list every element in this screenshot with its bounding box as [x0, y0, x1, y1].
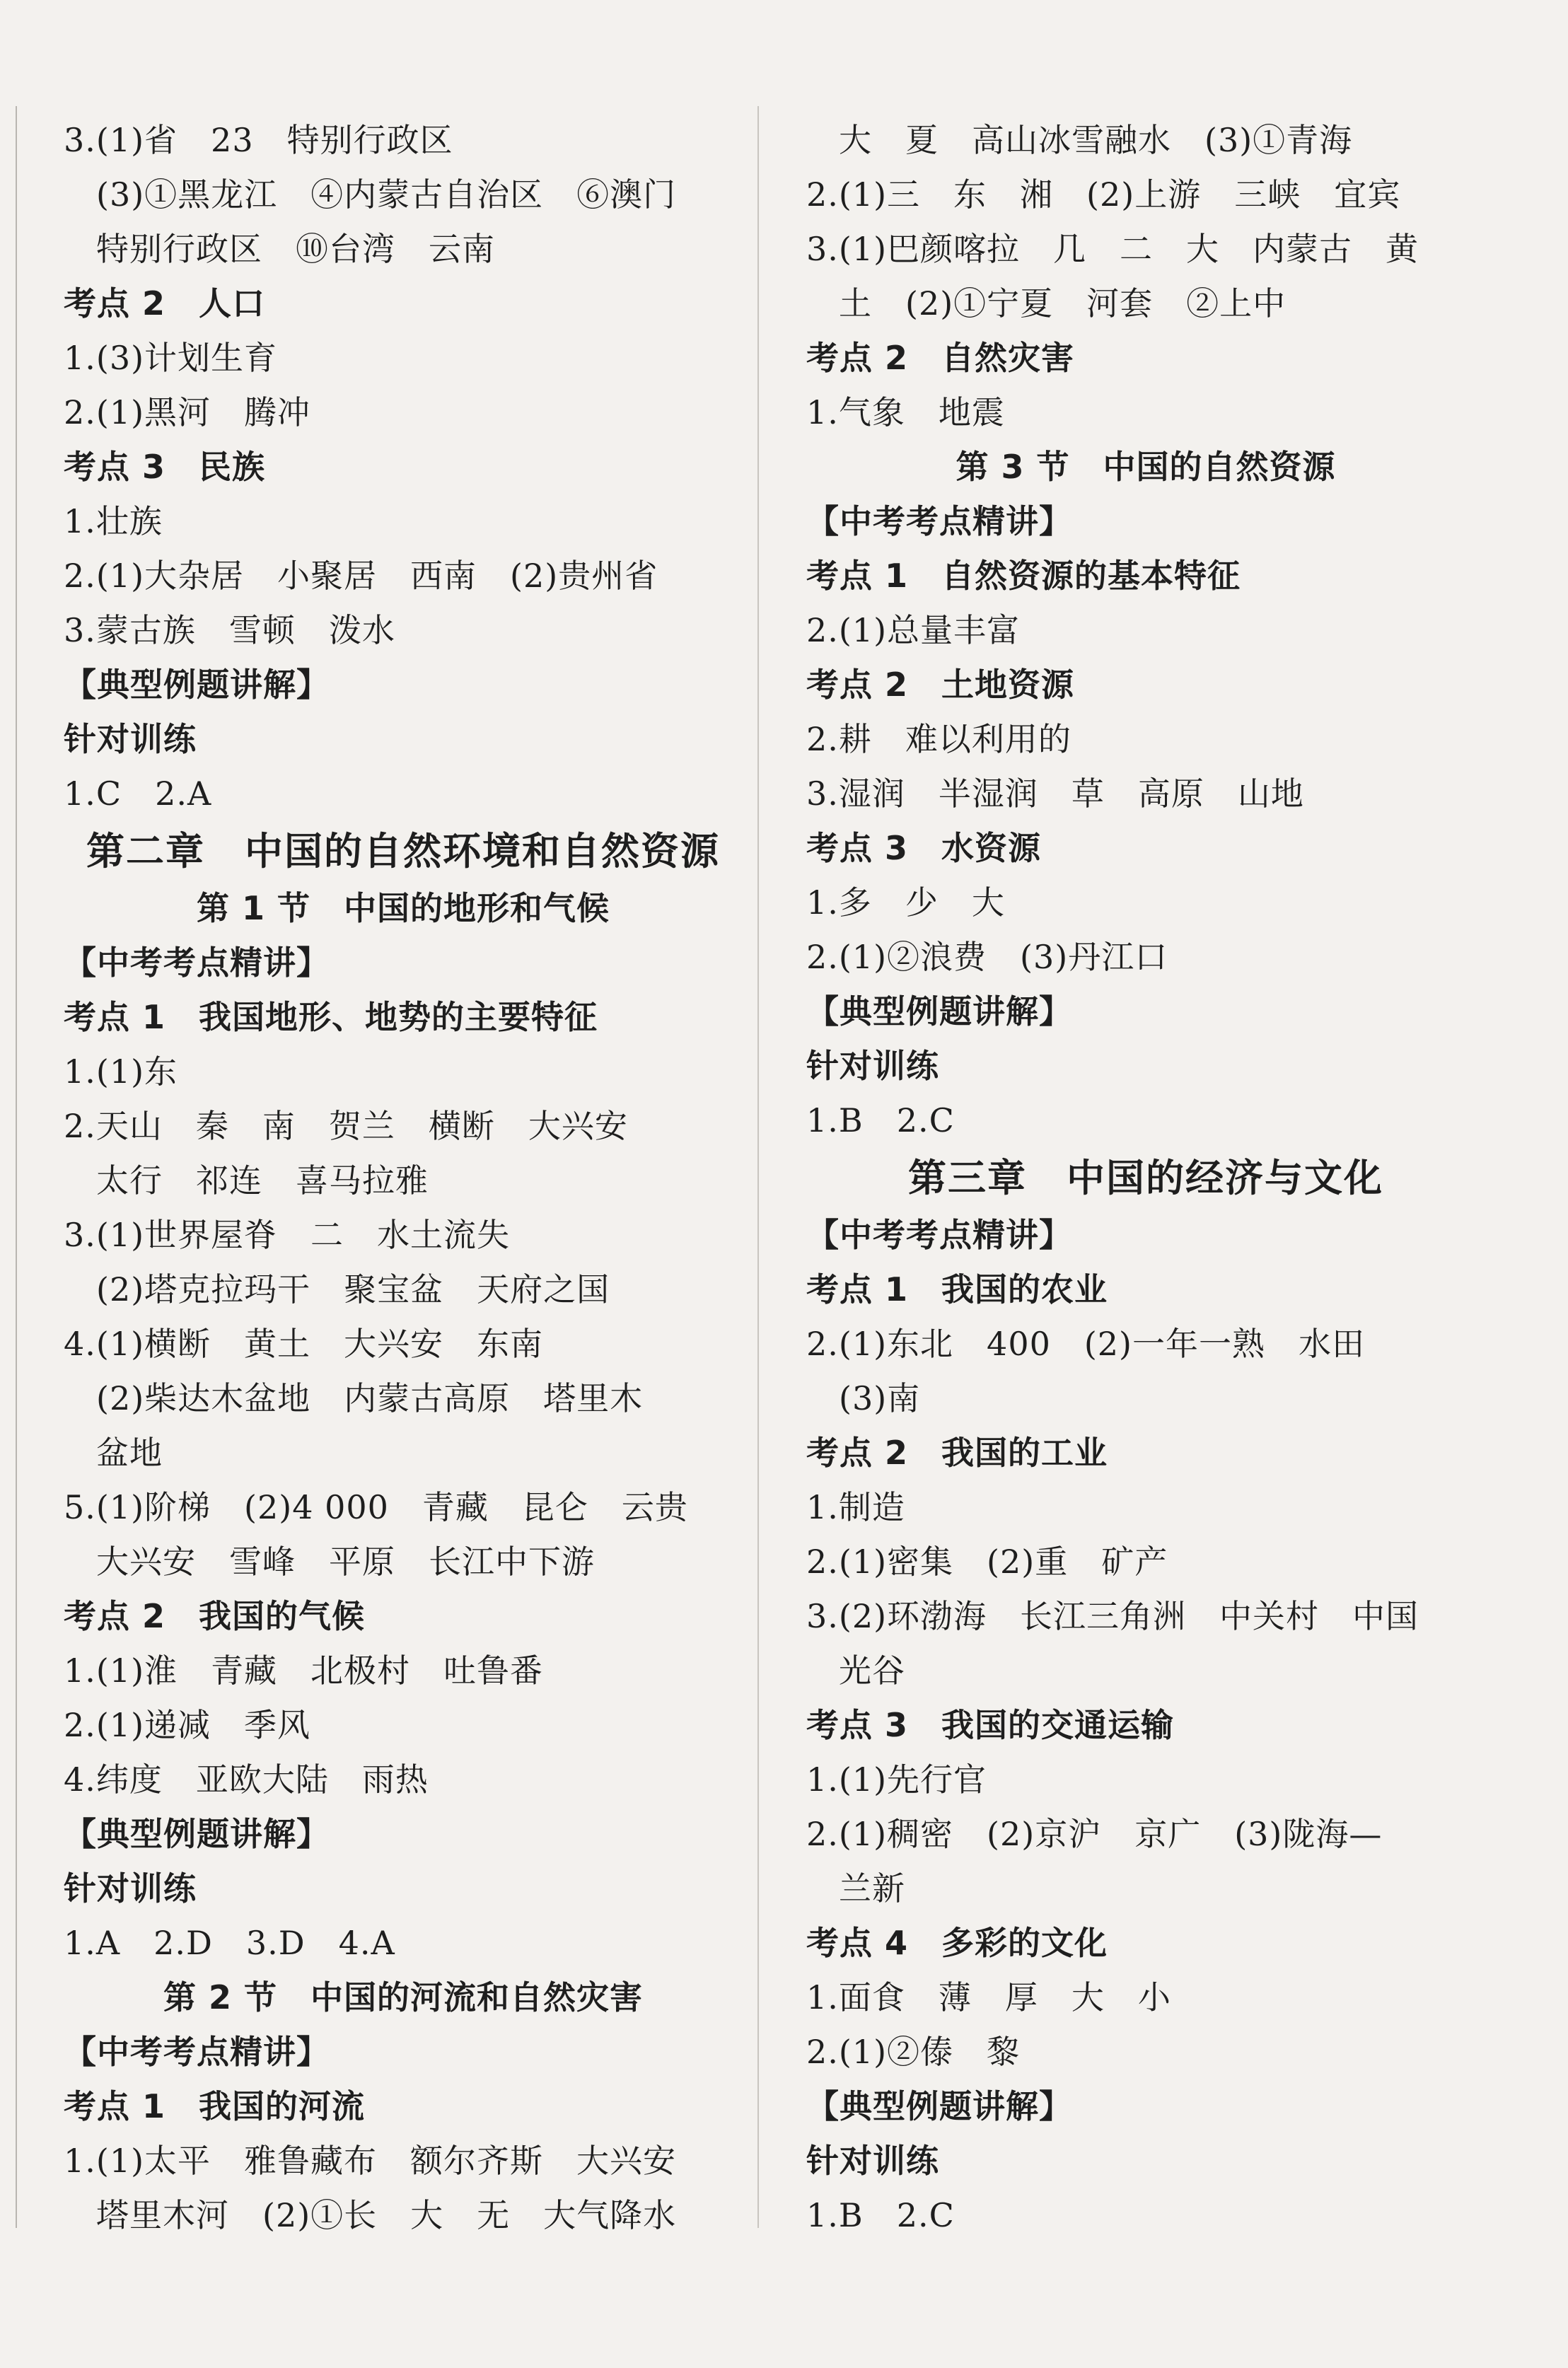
section-label: 考点 3 民族: [64, 448, 266, 486]
section-label: 针对训练: [64, 1869, 197, 1908]
chapter-heading: 第三章 中国的经济与文化: [908, 1156, 1383, 1200]
answer-line: 3.(1)省 23 特别行政区: [64, 121, 453, 159]
section-label: 考点 1 我国地形、地势的主要特征: [64, 998, 598, 1036]
answer-line-continued: 太行 祁连 喜马拉雅: [96, 1161, 429, 1200]
answer-line-continued: 盆地: [96, 1434, 163, 1472]
column-divider: [757, 106, 759, 2228]
section-label: 考点 2 人口: [64, 284, 266, 323]
section-label: 【中考考点精讲】: [64, 944, 330, 982]
answer-line-continued: 光谷: [839, 1652, 905, 1690]
answer-line: 3.(1)世界屋脊 二 水土流失: [64, 1216, 511, 1254]
answer-line: 1.(1)太平 雅鲁藏布 额尔齐斯 大兴安: [64, 2142, 677, 2180]
answer-line: 2.耕 难以利用的: [806, 720, 1072, 758]
section-label: 考点 3 水资源: [806, 829, 1042, 867]
answer-line: 1.壮族: [64, 502, 163, 540]
answer-line: 3.(2)环渤海 长江三角洲 中关村 中国: [806, 1597, 1419, 1635]
answer-line: 1.(1)东: [64, 1052, 178, 1091]
left-margin-rule: [16, 106, 17, 2228]
answer-line: 2.(1)黑河 腾冲: [64, 393, 311, 431]
left-column: [64, 113, 743, 2243]
answer-line-continued: 塔里木河 (2)①长 大 无 大气降水: [96, 2196, 677, 2234]
section-label: 考点 4 多彩的文化: [806, 1924, 1108, 1962]
answer-line: 1.(1)先行官: [806, 1760, 987, 1799]
answer-line-continued: (3)南: [839, 1379, 921, 1417]
answer-line: 2.(1)递减 季风: [64, 1706, 311, 1744]
answer-line: 2.(1)稠密 (2)京沪 京广 (3)陇海—: [806, 1815, 1383, 1853]
section-label: 【中考考点精讲】: [806, 1216, 1072, 1254]
answer-line: 1.C 2.A: [64, 774, 212, 813]
answer-line: 2.天山 秦 南 贺兰 横断 大兴安: [64, 1107, 628, 1145]
answer-line: 2.(1)总量丰富: [806, 611, 1021, 649]
answer-line: 1.B 2.C: [806, 2196, 955, 2234]
answer-line: 1.(1)淮 青藏 北极村 吐鲁番: [64, 1652, 544, 1690]
section-heading: 第 2 节 中国的河流和自然灾害: [163, 1978, 644, 2016]
answer-line: 1.B 2.C: [806, 1101, 955, 1139]
answer-line-continued: (2)塔克拉玛干 聚宝盆 天府之国: [96, 1270, 610, 1308]
answer-line: 2.(1)②傣 黎: [806, 2033, 1021, 2071]
answer-line-continued: 大 夏 高山冰雪融水 (3)①青海: [839, 121, 1353, 159]
answer-line: 1.面食 薄 厚 大 小: [806, 1978, 1171, 2016]
section-label: 考点 3 我国的交通运输: [806, 1706, 1175, 1744]
section-label: 考点 2 土地资源: [806, 666, 1075, 704]
answer-line: 5.(1)阶梯 (2)4 000 青藏 昆仑 云贵: [64, 1488, 688, 1526]
section-heading: 第 1 节 中国的地形和气候: [196, 889, 610, 927]
answer-line-continued: 特别行政区 ⑩台湾 云南: [96, 230, 495, 268]
answer-line: 2.(1)密集 (2)重 矿产: [806, 1543, 1168, 1581]
answer-line: 2.(1)三 东 湘 (2)上游 三峡 宜宾: [806, 175, 1401, 214]
answer-line: 1.A 2.D 3.D 4.A: [64, 1924, 395, 1962]
section-label: 考点 1 我国的农业: [806, 1270, 1108, 1308]
chapter-heading: 第二章 中国的自然环境和自然资源: [86, 829, 720, 874]
answer-line: 1.制造: [806, 1488, 905, 1526]
section-label: 考点 2 自然灾害: [806, 339, 1075, 377]
section-label: 针对训练: [806, 1047, 939, 1085]
answer-line: 1.(3)计划生育: [64, 339, 278, 377]
section-label: 【中考考点精讲】: [806, 502, 1072, 540]
right-column: [806, 113, 1485, 2243]
answer-line: 2.(1)②浪费 (3)丹江口: [806, 938, 1168, 976]
answer-line-continued: 大兴安 雪峰 平原 长江中下游: [96, 1543, 595, 1581]
section-label: 考点 2 我国的工业: [806, 1434, 1108, 1472]
section-label: 针对训练: [806, 2142, 939, 2180]
section-label: 【典型例题讲解】: [64, 666, 330, 704]
answer-line: 2.(1)东北 400 (2)一年一熟 水田: [806, 1325, 1366, 1363]
answer-line-continued: (3)①黑龙江 ④内蒙古自治区 ⑥澳门: [96, 175, 677, 214]
answer-line: 3.(1)巴颜喀拉 几 二 大 内蒙古 黄: [806, 230, 1419, 268]
section-label: 考点 1 自然资源的基本特征: [806, 557, 1241, 595]
section-label: 针对训练: [64, 720, 197, 758]
section-label: 【典型例题讲解】: [806, 992, 1072, 1031]
section-label: 【中考考点精讲】: [64, 2033, 330, 2071]
answer-line: 1.多 少 大: [806, 883, 1005, 922]
answer-line: 3.湿润 半湿润 草 高原 山地: [806, 774, 1304, 813]
section-label: 【典型例题讲解】: [806, 2087, 1072, 2125]
answer-line-continued: (2)柴达木盆地 内蒙古高原 塔里木: [96, 1379, 644, 1417]
answer-line: 1.气象 地震: [806, 393, 1005, 431]
answer-line-continued: 土 (2)①宁夏 河套 ②上中: [839, 284, 1287, 323]
answer-line: 2.(1)大杂居 小聚居 西南 (2)贵州省: [64, 557, 658, 595]
answer-line: 4.纬度 亚欧大陆 雨热: [64, 1760, 429, 1799]
section-label: 考点 1 我国的河流: [64, 2087, 366, 2125]
section-label: 考点 2 我国的气候: [64, 1597, 366, 1635]
section-heading: 第 3 节 中国的自然资源: [956, 448, 1336, 486]
answer-line-continued: 兰新: [839, 1869, 905, 1908]
section-label: 【典型例题讲解】: [64, 1815, 330, 1853]
answer-line: 4.(1)横断 黄土 大兴安 东南: [64, 1325, 544, 1363]
answer-line: 3.蒙古族 雪顿 泼水: [64, 611, 395, 649]
